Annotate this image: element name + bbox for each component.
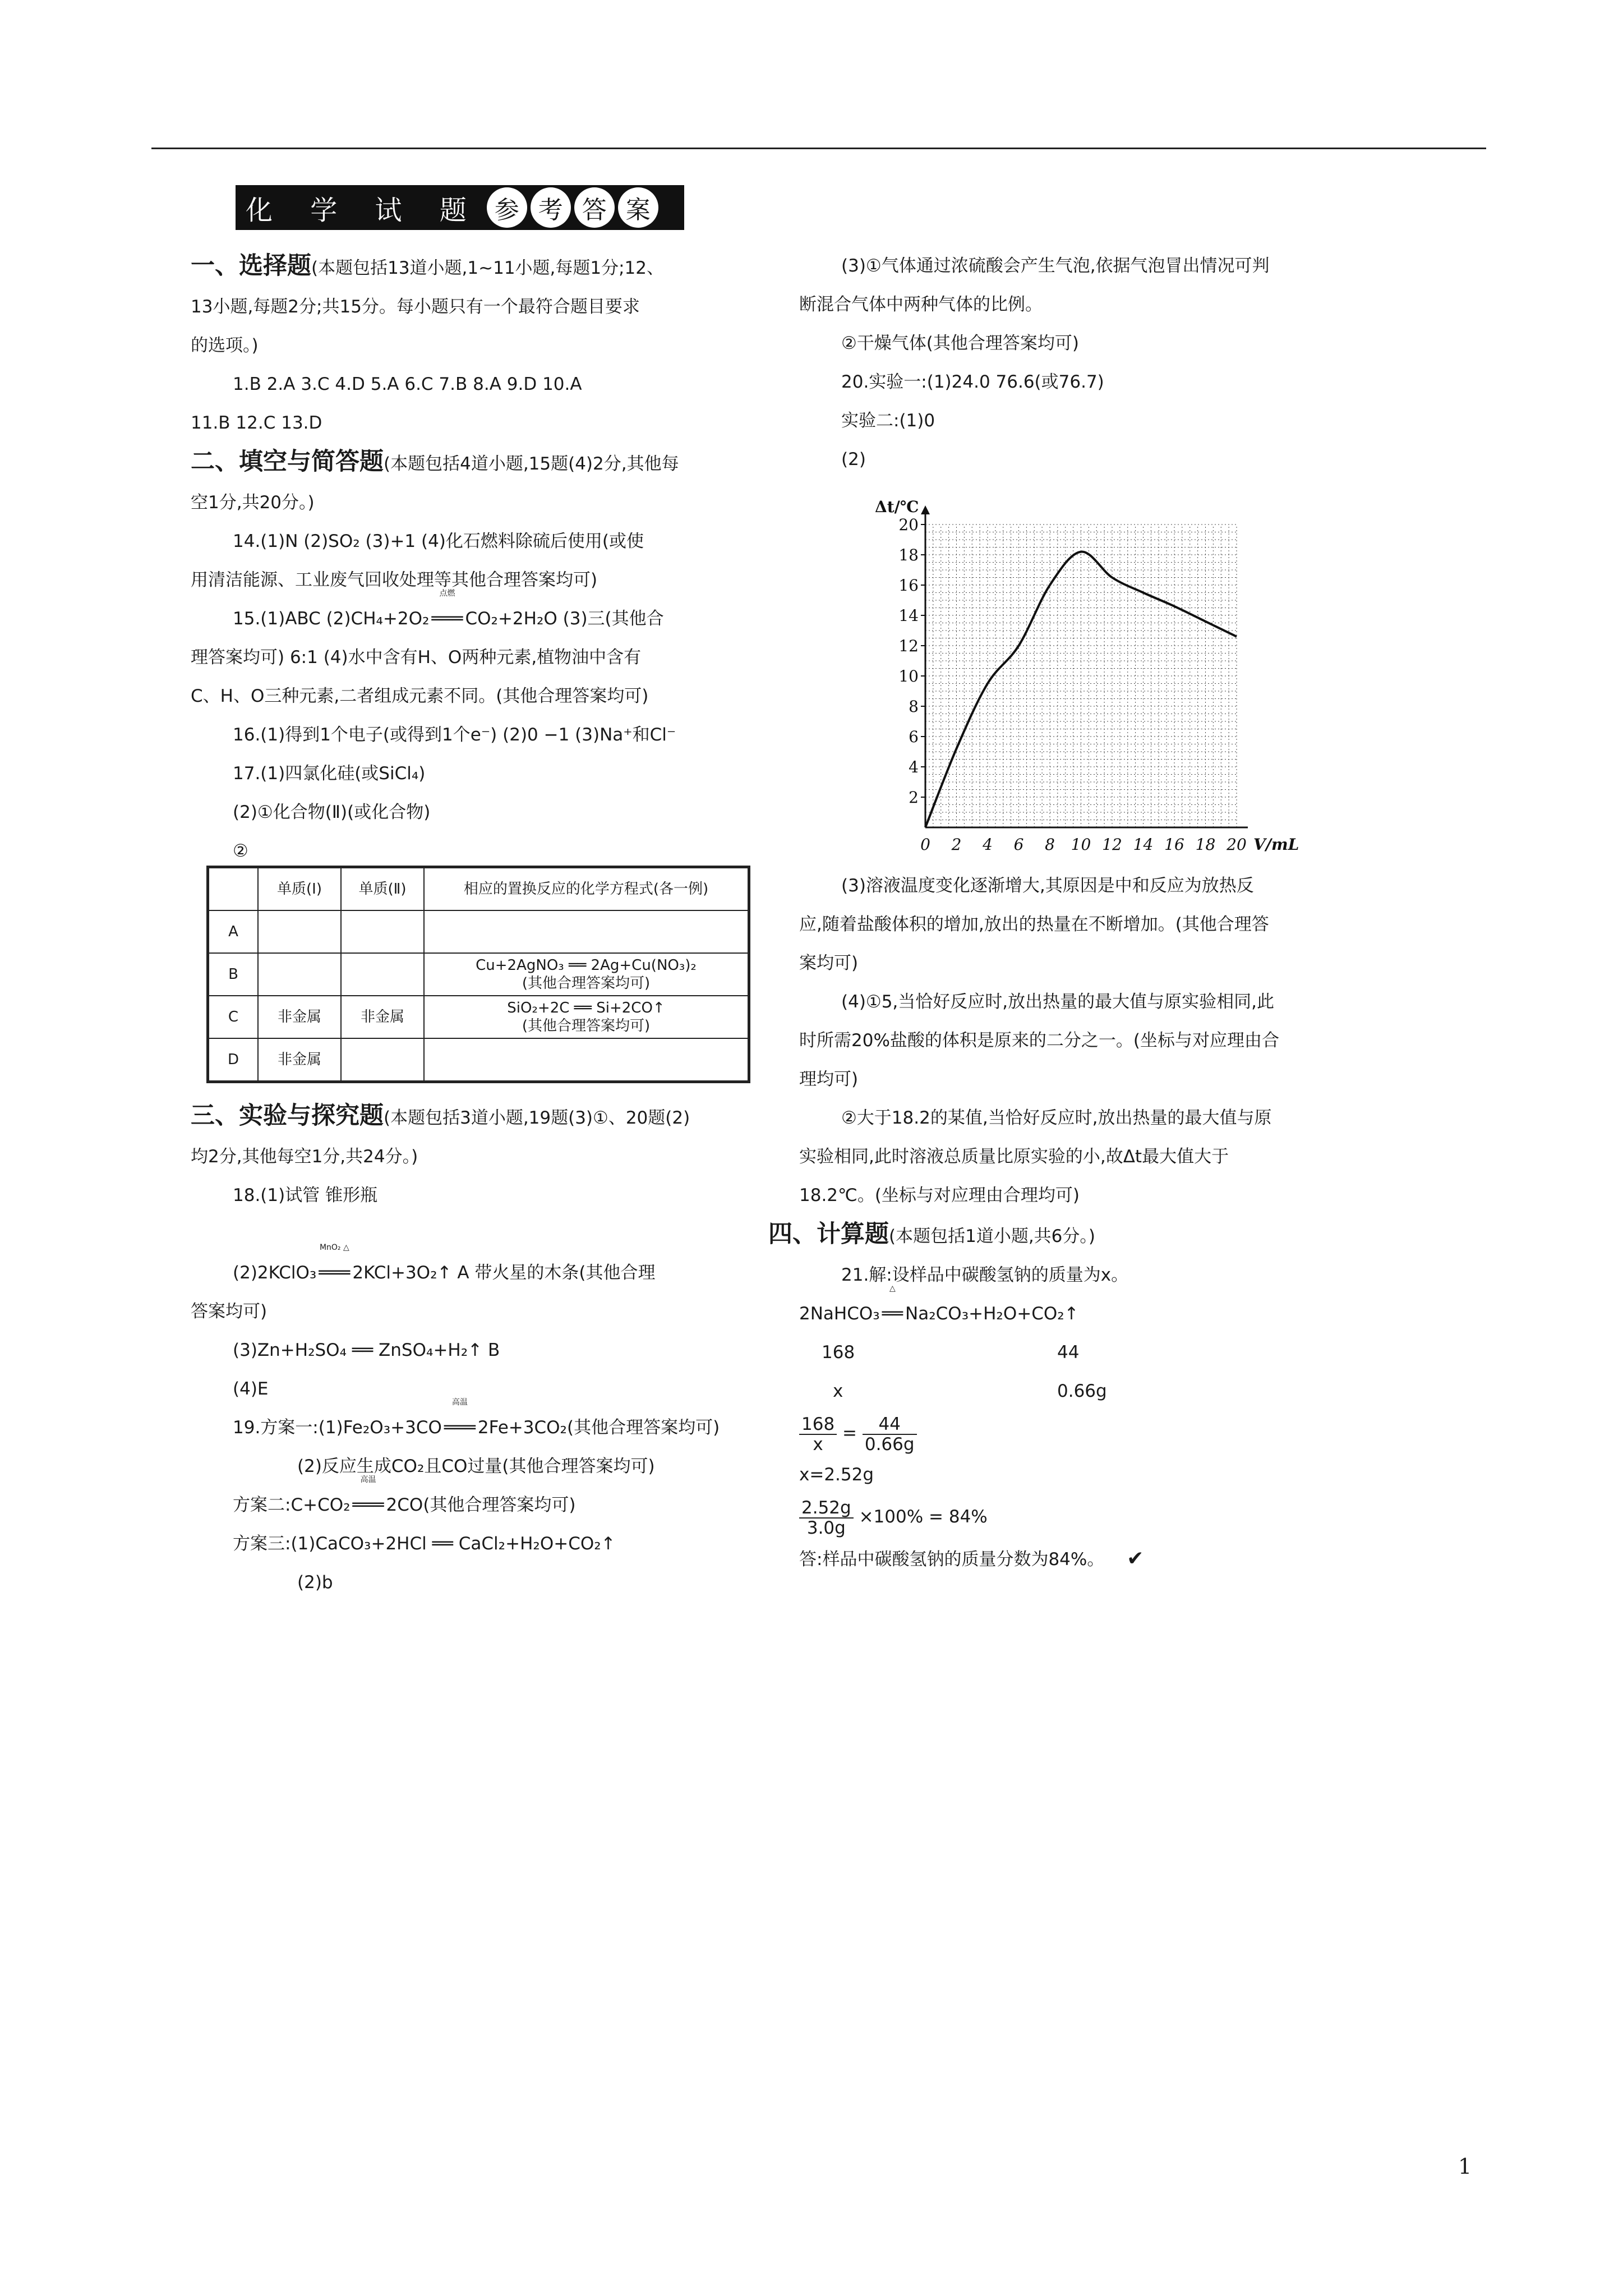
q15-line: C、H、O三种元素,二者组成元素不同。(其他合理答案均可) bbox=[191, 686, 649, 706]
q15-line: 15.(1)ABC (2)CH₄+2O₂ 点燃 ═══ CO₂+2H₂O (3)三(其他合 bbox=[233, 589, 664, 629]
q20-line: (4)①5,当恰好反应时,放出热量的最大值与原实验相同,此 bbox=[841, 992, 1274, 1012]
q17-line: ② bbox=[233, 841, 248, 861]
table-cell bbox=[341, 910, 424, 953]
table-cell: 非金属 bbox=[258, 1038, 341, 1082]
x-tick-label: 14 bbox=[1133, 835, 1154, 854]
right-column-bottom bbox=[768, 867, 1388, 1579]
q21-line: x 0.66g bbox=[833, 1381, 1107, 1401]
q18-line: (2)2KClO₃ MnO₂ △ ═══ 2KCl+3O₂↑ A 带火星的木条(其他合理 bbox=[233, 1243, 656, 1283]
y-tick-label: 10 bbox=[898, 667, 919, 685]
left-column-bottom bbox=[191, 1097, 751, 1602]
header-rule bbox=[151, 148, 1486, 149]
banner-char: 案 bbox=[618, 187, 658, 228]
q19-line: ②干燥气体(其他合理答案均可) bbox=[841, 333, 1079, 353]
q20-line: 案均可) bbox=[799, 953, 859, 973]
text-line: 均2分,其他每空1分,共24分。) bbox=[191, 1147, 418, 1167]
y-tick-label: 14 bbox=[898, 606, 919, 625]
banner-char: 参 bbox=[487, 187, 527, 228]
q21-line: x=2.52g bbox=[799, 1465, 874, 1485]
q19-line: (2)b bbox=[297, 1572, 333, 1593]
y-tick-label: 2 bbox=[909, 788, 919, 807]
right-column-top bbox=[799, 247, 1360, 479]
y-axis-label: Δt/℃ bbox=[875, 498, 919, 516]
table-cell: 单质(Ⅰ) bbox=[258, 867, 341, 911]
banner-title: 化 学 试 题 bbox=[246, 194, 481, 226]
table-cell bbox=[258, 910, 341, 953]
table-header-row bbox=[208, 867, 749, 911]
table-cell bbox=[258, 953, 341, 996]
q20-line: (3)溶液温度变化逐渐增大,其原因是中和反应为放热反 bbox=[841, 876, 1254, 896]
q20-line: 理均可) bbox=[799, 1069, 859, 1089]
x-tick-label: 10 bbox=[1071, 835, 1091, 854]
section-4-heading: 四、计算题(本题包括1道小题,共6分。) bbox=[768, 1220, 1095, 1248]
table-cell bbox=[341, 1038, 424, 1082]
answer-table bbox=[206, 866, 750, 1083]
q20-line: 实验二:(1)0 bbox=[841, 411, 935, 431]
text-line: 的选项。) bbox=[191, 335, 259, 356]
temperature-volume-chart bbox=[864, 482, 1299, 858]
text-line: 13小题,每题2分;共15分。每小题只有一个最符合题目要求 bbox=[191, 297, 640, 317]
table-row bbox=[208, 996, 749, 1038]
table-cell: 非金属 bbox=[258, 996, 341, 1038]
q20-line: 20.实验一:(1)24.0 76.6(或76.7) bbox=[841, 372, 1104, 392]
q15-line: 理答案均可) 6:1 (4)水中含有H、O两种元素,植物油中含有 bbox=[191, 647, 642, 668]
table-cell: 相应的置换反应的化学方程式(各一例) bbox=[424, 867, 749, 911]
table-row bbox=[208, 1038, 749, 1082]
y-tick-label: 12 bbox=[898, 637, 919, 655]
x-tick-label: 20 bbox=[1227, 835, 1247, 854]
q21-percent: $\frac{2.52g}{3.0g}$ ×100% = 84% bbox=[799, 1494, 1388, 1539]
q20-line: (2) bbox=[841, 449, 866, 470]
table-cell: SiO₂+2C ══ Si+2CO↑ (其他合理答案均可) bbox=[424, 996, 749, 1038]
banner-char: 答 bbox=[574, 187, 615, 228]
x-axis-label: V/mL bbox=[1253, 835, 1299, 854]
y-tick-label: 20 bbox=[898, 516, 919, 534]
table-cell bbox=[424, 910, 749, 953]
q18-line: (3)Zn+H₂SO₄ ══ ZnSO₄+H₂↑ B bbox=[233, 1340, 500, 1360]
q20-line: 18.2℃。(坐标与对应理由合理均可) bbox=[799, 1185, 1080, 1205]
table-cell: 非金属 bbox=[341, 996, 424, 1038]
banner-char: 考 bbox=[531, 187, 571, 228]
section-2-heading: 二、填空与简答题(本题包括4道小题,15题(4)2分,其他每 bbox=[191, 448, 679, 476]
blank-line bbox=[191, 1215, 751, 1254]
q21-line: 2NaHCO₃ △ ══ Na₂CO₃+H₂O+CO₂↑ bbox=[799, 1284, 1079, 1324]
table-cell bbox=[424, 1038, 749, 1082]
q18-line: (4)E bbox=[233, 1379, 269, 1399]
q20-line: 实验相同,此时溶液总质量比原实验的小,故Δt最大值大于 bbox=[799, 1147, 1229, 1167]
q18-line: 答案均可) bbox=[191, 1301, 268, 1322]
table-cell bbox=[341, 953, 424, 996]
left-column-top bbox=[191, 247, 751, 871]
q19-line: (3)①气体通过浓硫酸会产生气泡,依据气泡冒出情况可判 bbox=[841, 256, 1270, 276]
section-3-heading: 三、实验与探究题(本题包括3道小题,19题(3)①、20题(2) bbox=[191, 1102, 690, 1130]
q19-line: 方案三:(1)CaCO₃+2HCl ══ CaCl₂+H₂O+CO₂↑ bbox=[233, 1534, 616, 1554]
table-row bbox=[208, 910, 749, 953]
q21-answer: 答:样品中碳酸氢钠的质量分数为84%。 ✔ bbox=[799, 1547, 1144, 1570]
section-1-heading: 一、选择题(本题包括13道小题,1~11小题,每题1分;12、 bbox=[191, 252, 665, 280]
table-cell: A bbox=[208, 910, 259, 953]
q17-line: (2)①化合物(Ⅱ)(或化合物) bbox=[233, 802, 431, 822]
q14-line: 用清洁能源、工业废气回收处理等其他合理答案均可) bbox=[191, 570, 598, 590]
title-banner bbox=[236, 185, 684, 230]
answers-line: 1.B 2.A 3.C 4.D 5.A 6.C 7.B 8.A 9.D 10.A bbox=[233, 374, 582, 394]
table-row bbox=[208, 953, 749, 996]
x-tick-label: 18 bbox=[1195, 835, 1216, 854]
q20-line: ②大于18.2的某值,当恰好反应时,放出热量的最大值与原 bbox=[841, 1108, 1272, 1128]
q20-line: 时所需20%盐酸的体积是原来的二分之一。(坐标与对应理由合 bbox=[799, 1030, 1279, 1051]
y-tick-label: 16 bbox=[898, 576, 919, 595]
q17-line: 17.(1)四氯化硅(或SiCl₄) bbox=[233, 763, 426, 784]
q20-line: 应,随着盐酸体积的增加,放出的热量在不断增加。(其他合理答 bbox=[799, 914, 1269, 935]
x-tick-label: 12 bbox=[1102, 835, 1122, 854]
table-cell: Cu+2AgNO₃ ══ 2Ag+Cu(NO₃)₂ (其他合理答案均可) bbox=[424, 953, 749, 996]
answers-line: 11.B 12.C 13.D bbox=[191, 413, 322, 433]
table-cell: C bbox=[208, 996, 259, 1038]
x-tick-label: 16 bbox=[1164, 835, 1184, 854]
q21-proportion: $\frac{168}{x}$ = $\frac{44}{0.66g}$ bbox=[799, 1411, 1388, 1456]
table-cell: D bbox=[208, 1038, 259, 1082]
x-tick-label: 4 bbox=[983, 835, 993, 854]
q21-line: 21.解:设样品中碳酸氢钠的质量为x。 bbox=[841, 1265, 1129, 1285]
table-cell: B bbox=[208, 953, 259, 996]
q19-line: 断混合气体中两种气体的比例。 bbox=[799, 295, 1043, 315]
y-tick-label: 4 bbox=[909, 758, 919, 776]
table-cell: 单质(Ⅱ) bbox=[341, 867, 424, 911]
page-number: 1 bbox=[1458, 2154, 1472, 2179]
q14-line: 14.(1)N (2)SO₂ (3)+1 (4)化石燃料除硫后使用(或使 bbox=[233, 531, 644, 551]
x-tick-label: 2 bbox=[951, 835, 962, 854]
y-tick-label: 6 bbox=[909, 728, 919, 746]
q19-line: 19.方案一:(1)Fe₂O₃+3CO 高温 ═══ 2Fe+3CO₂(其他合理答案均可) bbox=[233, 1398, 720, 1438]
q19-line: 方案二:C+CO₂ 高温 ═══ 2CO(其他合理答案均可) bbox=[233, 1475, 576, 1515]
y-tick-label: 8 bbox=[909, 697, 919, 716]
q18-line: 18.(1)试管 锥形瓶 bbox=[233, 1185, 378, 1205]
y-tick-label: 18 bbox=[898, 546, 919, 564]
q19-line: (2)反应生成CO₂且CO过量(其他合理答案均可) bbox=[297, 1456, 655, 1476]
q21-line: 168 44 bbox=[822, 1342, 1080, 1363]
y-axis-arrow bbox=[921, 505, 930, 514]
q16-line: 16.(1)得到1个电子(或得到1个e⁻) (2)0 −1 (3)Na⁺和Cl⁻ bbox=[233, 725, 676, 745]
table-cell bbox=[208, 867, 259, 911]
x-tick-label: 0 bbox=[920, 835, 930, 854]
x-tick-label: 6 bbox=[1013, 835, 1024, 854]
x-tick-label: 8 bbox=[1045, 835, 1055, 854]
text-line: 空1分,共20分。) bbox=[191, 493, 315, 513]
